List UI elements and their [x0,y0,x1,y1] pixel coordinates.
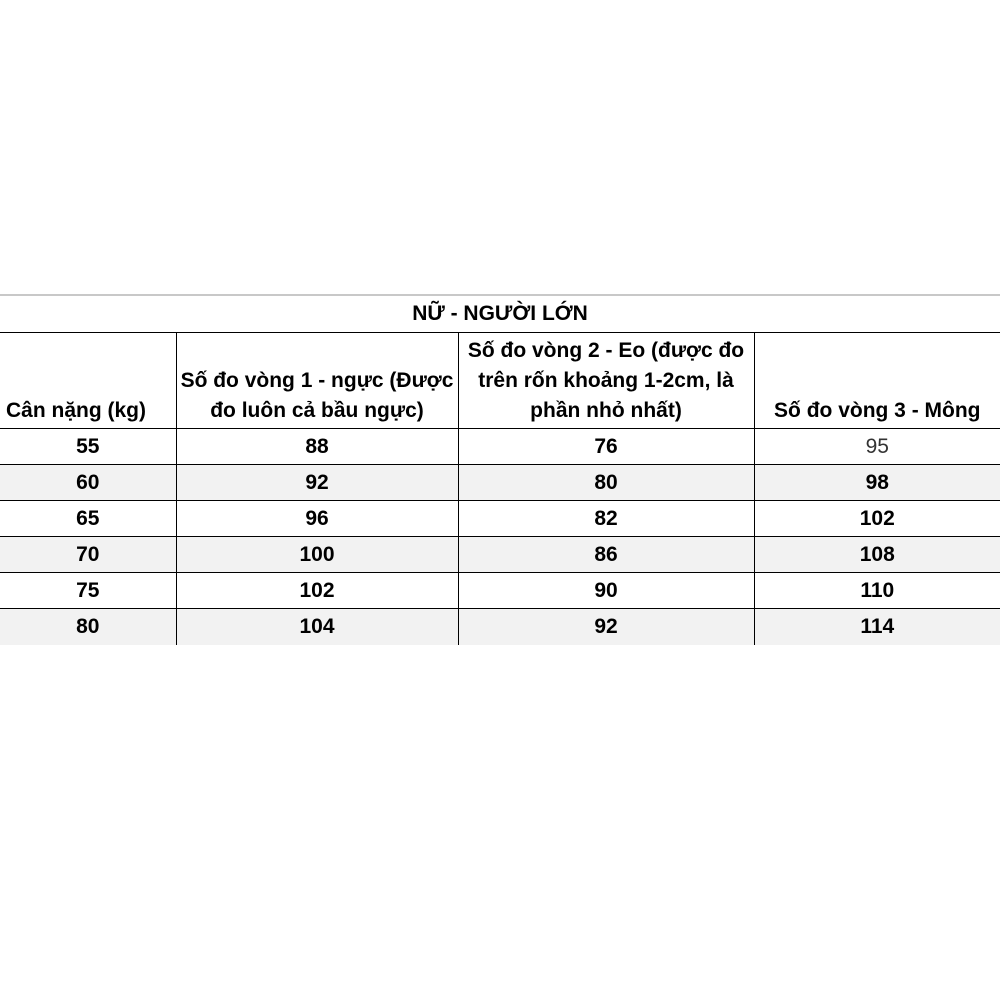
hip-cell: 95 [754,429,1000,465]
hip-cell: 98 [754,465,1000,501]
waist-cell: 86 [458,537,754,573]
bust-cell: 100 [176,537,458,573]
weight-cell: 55 [0,429,176,465]
header-waist: Số đo vòng 2 - Eo (được đo trên rốn khoảng 1-2cm, là phần nhỏ nhất) [458,333,754,429]
table-row [0,573,1000,609]
title-row [0,295,1000,333]
bust-cell: 104 [176,609,458,646]
weight-cell: 70 [0,537,176,573]
header-hip: Số đo vòng 3 - Mông [754,333,1000,429]
table-row [0,537,1000,573]
header-row [0,333,1000,429]
waist-cell: 90 [458,573,754,609]
header-weight: Cân nặng (kg) [0,333,176,429]
weight-cell: 75 [0,573,176,609]
waist-cell: 80 [458,465,754,501]
weight-cell: 65 [0,501,176,537]
table-title: NỮ - NGƯỜI LỚN [0,295,1000,333]
hip-cell: 114 [754,609,1000,646]
waist-cell: 82 [458,501,754,537]
header-bust: Số đo vòng 1 - ngực (Được đo luôn cả bầu ngực) [176,333,458,429]
waist-cell: 92 [458,609,754,646]
table-row [0,501,1000,537]
hip-cell: 110 [754,573,1000,609]
table-row [0,609,1000,646]
weight-cell: 80 [0,609,176,646]
bust-cell: 92 [176,465,458,501]
size-chart-table [0,294,1000,645]
table-row [0,429,1000,465]
hip-cell: 108 [754,537,1000,573]
table-row [0,465,1000,501]
hip-cell: 102 [754,501,1000,537]
bust-cell: 88 [176,429,458,465]
bust-cell: 96 [176,501,458,537]
bust-cell: 102 [176,573,458,609]
weight-cell: 60 [0,465,176,501]
waist-cell: 76 [458,429,754,465]
